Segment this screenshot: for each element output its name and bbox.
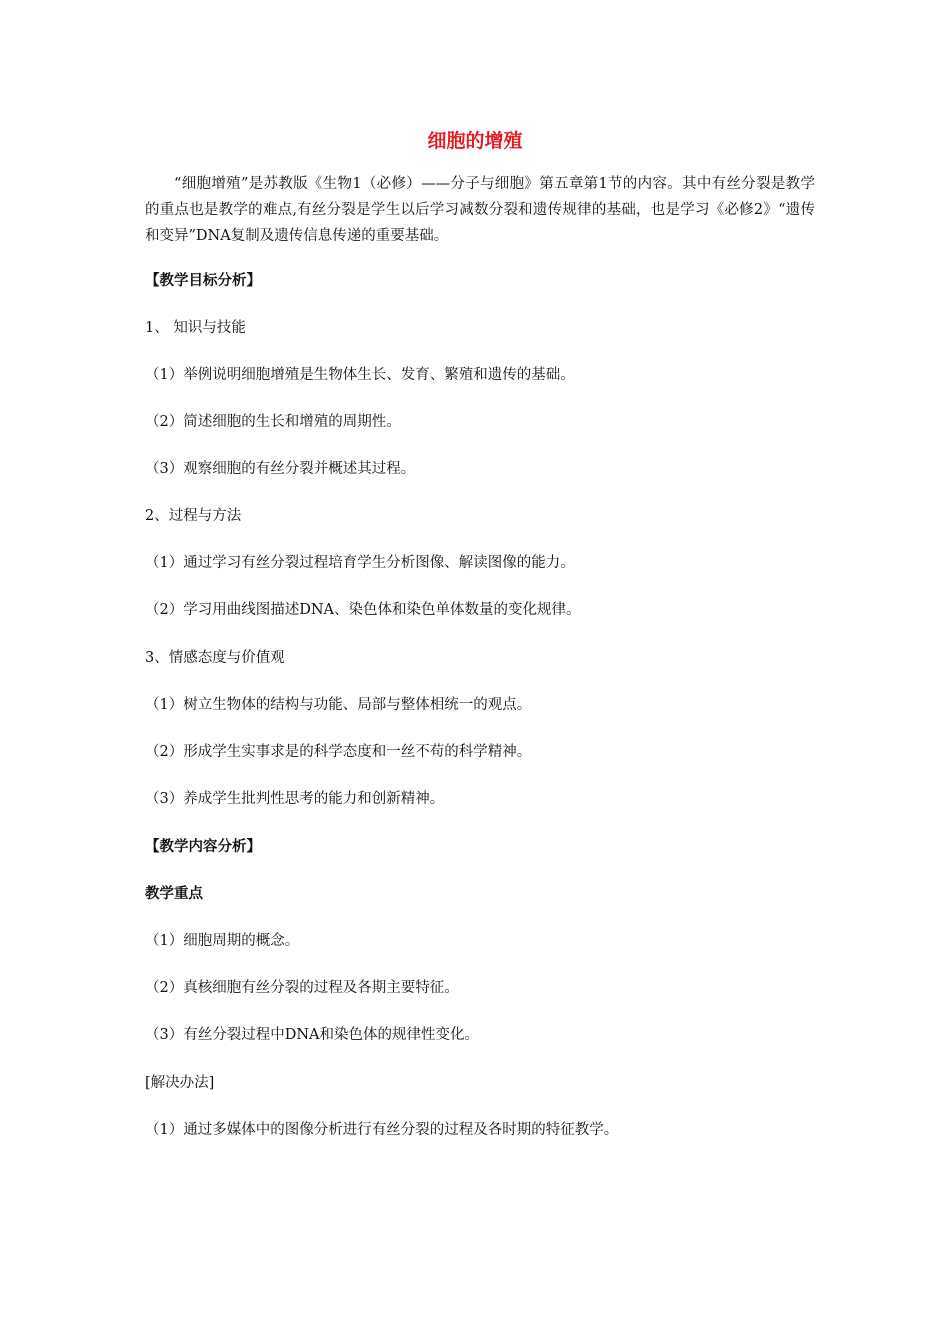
list-item: （2）简述细胞的生长和增殖的周期性。 bbox=[145, 414, 401, 430]
section-heading-objectives: 【教学目标分析】 bbox=[145, 273, 261, 289]
list-item: （2）真核细胞有丝分裂的过程及各期主要特征。 bbox=[145, 980, 459, 996]
list-item: （2）学习用曲线图描述DNA、染色体和染色单体数量的变化规律。 bbox=[145, 602, 581, 618]
document-title: 细胞的增殖 bbox=[427, 130, 523, 152]
list-item: （1）细胞周期的概念。 bbox=[145, 933, 300, 949]
list-item: （1）树立生物体的结构与功能、局部与整体相统一的观点。 bbox=[145, 697, 532, 713]
intro-paragraph: “细胞增殖”是苏教版《生物1（必修）——分子与细胞》第五章第1节的内容。其中有丝分裂是教学的重点也是教学的难点,有丝分裂是学生以后学习减数分裂和遗传规律的基础，也是学习《必修2》“遗传和变异”DNA复制及遗传信息传递的重要基础。 bbox=[145, 176, 815, 244]
list-item: （3）养成学生批判性思考的能力和创新精神。 bbox=[145, 791, 445, 807]
list-item: （3）观察细胞的有丝分裂并概述其过程。 bbox=[145, 461, 416, 477]
section-heading-content: 【教学内容分析】 bbox=[145, 839, 261, 855]
solutions-label: [解决办法] bbox=[145, 1075, 215, 1091]
list-item: （1）通过学习有丝分裂过程培育学生分析图像、解读图像的能力。 bbox=[145, 555, 575, 571]
subsection-process-method: 2、过程与方法 bbox=[145, 508, 242, 524]
key-points-label: 教学重点 bbox=[145, 886, 203, 902]
list-item: （1）举例说明细胞增殖是生物体生长、发育、繁殖和遗传的基础。 bbox=[145, 367, 575, 383]
list-item: （1）通过多媒体中的图像分析进行有丝分裂的过程及各时期的特征教学。 bbox=[145, 1122, 619, 1138]
list-item: （3）有丝分裂过程中DNA和染色体的规律性变化。 bbox=[145, 1027, 480, 1043]
list-item: （2）形成学生实事求是的科学态度和一丝不苟的科学精神。 bbox=[145, 744, 532, 760]
subsection-knowledge-skills: 1、 知识与技能 bbox=[145, 320, 246, 336]
subsection-attitude-values: 3、情感态度与价值观 bbox=[145, 650, 285, 666]
